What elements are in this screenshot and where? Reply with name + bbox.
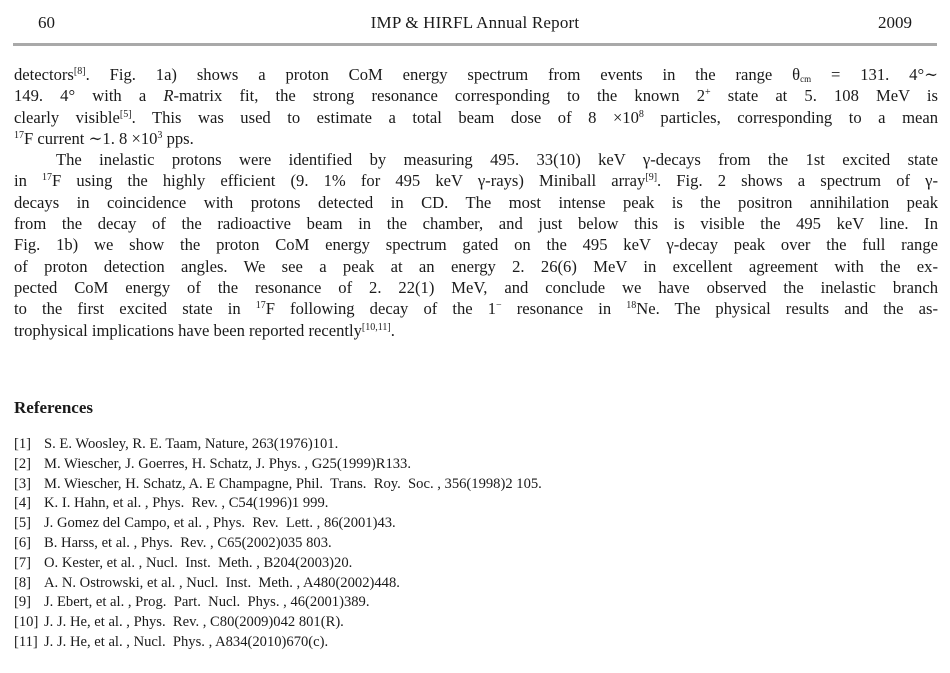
- reference-item: [14, 455, 542, 475]
- text-run: pected CoM energy of the resonance of 2. 22(1) MeV, and conclude we have observed the inelastic branch: [14, 277, 938, 297]
- superscript: +: [705, 87, 711, 99]
- reference-text: A. N. Ostrowski, et al. , Nucl. Inst. Meth. , A480(2002)448.: [44, 574, 400, 591]
- reference-item: [14, 534, 542, 554]
- references-heading: References: [14, 398, 93, 417]
- text-run: .: [390, 320, 395, 340]
- reference-text: O. Kester, et al. , Nucl. Inst. Meth. , B204(2003)20.: [44, 554, 353, 571]
- paragraph-line: [14, 256, 938, 277]
- superscript: 17: [42, 172, 53, 184]
- text-run: Ne. The physical results and the as-: [636, 299, 938, 319]
- text-run: F using the highly efficient (9. 1% for 495 keV γ-rays) Miniball array: [52, 171, 646, 191]
- text-run: . Fig. 1a) shows a proton CoM energy spectrum from events in the range θ: [85, 65, 801, 84]
- paragraph-line: [14, 64, 938, 85]
- text-run: F following decay of the 1: [265, 299, 497, 319]
- subscript: cm: [800, 74, 812, 84]
- paragraph-line: [14, 170, 938, 191]
- superscript: 17: [255, 300, 266, 312]
- text-run: . Fig. 2 shows a spectrum of γ-: [657, 171, 939, 191]
- reference-number: [2]: [14, 455, 32, 472]
- text-run: 149. 4° with a: [14, 86, 164, 106]
- reference-text: J. J. He, et al. , Nucl. Phys. , A834(2010)670(c).: [44, 633, 329, 650]
- reference-item: [14, 494, 542, 514]
- reference-number: [9]: [14, 594, 32, 611]
- paragraph-line: [14, 277, 938, 298]
- reference-number: [5]: [14, 515, 32, 532]
- reference-number: [1]: [14, 436, 32, 452]
- reference-item: [14, 554, 542, 574]
- reference-item: [14, 514, 542, 534]
- text-run: = 131. 4°∼: [811, 65, 938, 84]
- paragraph-line: [14, 128, 938, 149]
- superscript: 8: [638, 108, 644, 120]
- report-year: 2009: [878, 13, 912, 32]
- reference-number: [7]: [14, 554, 32, 571]
- text-run: F current ∼1. 8 ×10: [24, 128, 158, 148]
- reference-text: S. E. Woosley, R. E. Taam, Nature, 263(1976)101.: [44, 436, 339, 452]
- page-header: [0, 0, 950, 48]
- page-number: 60: [38, 13, 55, 32]
- text-run: to the first excited state in: [14, 299, 256, 319]
- references-list: [14, 435, 542, 653]
- italic-symbol: R: [163, 86, 174, 106]
- reference-number: [3]: [14, 475, 32, 492]
- reference-item: [14, 613, 542, 633]
- text-run: Fig. 1b) we show the proton CoM energy spectrum gated on the 495 keV γ-decay peak over the full range: [14, 235, 938, 255]
- body-text: [14, 64, 938, 341]
- text-run: pps.: [162, 128, 194, 148]
- reference-text: M. Wiescher, H. Schatz, A. E Champagne, Phil. Trans. Roy. Soc. , 356(1998)2 105.: [44, 475, 542, 492]
- reference-number: [8]: [14, 574, 32, 591]
- reference-number: [10]: [14, 614, 39, 631]
- text-run: decays in coincidence with protons detected in CD. The most intense peak is the positron annihilation peak: [14, 192, 938, 212]
- reference-text: J. Ebert, et al. , Prog. Part. Nucl. Phys. , 46(2001)389.: [44, 594, 370, 611]
- paragraph-line: [14, 213, 938, 234]
- reference-text: B. Harss, et al. , Phys. Rev. , C65(2002)035 803.: [44, 534, 332, 551]
- reference-text: J. J. He, et al. , Phys. Rev. , C80(2009)042 801(R).: [44, 614, 344, 631]
- text-run: in: [14, 171, 43, 191]
- paragraph-line: [14, 234, 938, 255]
- reference-text: J. Gomez del Campo, et al. , Phys. Rev. Lett. , 86(2001)43.: [44, 515, 396, 532]
- reference-text: K. I. Hahn, et al. , Phys. Rev. , C54(1996)1 999.: [44, 495, 329, 512]
- citation-superscript: [10,11]: [361, 321, 391, 333]
- superscript: 18: [626, 300, 637, 312]
- text-run: . This was used to estimate a total beam dose of 8 ×10: [131, 107, 639, 127]
- text-run: of proton detection angles. We see a peak at an energy 2. 26(6) MeV in excellent agreement with the ex-: [14, 256, 938, 276]
- reference-text: M. Wiescher, J. Goerres, H. Schatz, J. Phys. , G25(1999)R133.: [44, 455, 412, 472]
- reference-item: [14, 475, 542, 495]
- text-run: from the decay of the radioactive beam in the chamber, and just below this is visible the 495 keV line. In: [14, 214, 938, 234]
- superscript: −: [496, 300, 502, 312]
- text-run: clearly visible: [14, 107, 120, 127]
- text-run: trophysical implications have been reported recently: [14, 320, 362, 340]
- reference-item: [14, 633, 542, 653]
- text-run: state at 5. 108 MeV is: [710, 86, 938, 106]
- reference-number: [11]: [14, 633, 38, 650]
- reference-number: [4]: [14, 495, 32, 512]
- text-run: detectors: [14, 65, 74, 84]
- paragraph-line: [14, 85, 938, 106]
- paragraph-line: [14, 320, 938, 341]
- text-run: resonance in: [501, 299, 627, 319]
- superscript: 3: [157, 129, 163, 141]
- paragraph-line: [14, 107, 938, 128]
- text-run: particles, corresponding to a mean: [643, 107, 938, 127]
- reference-item: [14, 574, 542, 594]
- reference-item: [14, 435, 542, 455]
- text-run: -matrix fit, the strong resonance corresponding to the known 2: [173, 86, 706, 106]
- running-title: IMP & HIRFL Annual Report: [370, 13, 580, 32]
- text-run: The inelastic protons were identified by measuring 495. 33(10) keV γ-decays from the 1st excited state: [56, 150, 938, 170]
- paragraph-line: [14, 298, 938, 319]
- citation-superscript: [5]: [119, 108, 132, 120]
- citation-superscript: [8]: [73, 66, 86, 77]
- paragraph-line: [14, 149, 938, 170]
- citation-superscript: [9]: [645, 172, 658, 184]
- superscript: 17: [14, 129, 24, 141]
- reference-number: [6]: [14, 534, 32, 551]
- reference-item: [14, 593, 542, 613]
- paragraph-line: [14, 192, 938, 213]
- header-rule: [13, 43, 937, 46]
